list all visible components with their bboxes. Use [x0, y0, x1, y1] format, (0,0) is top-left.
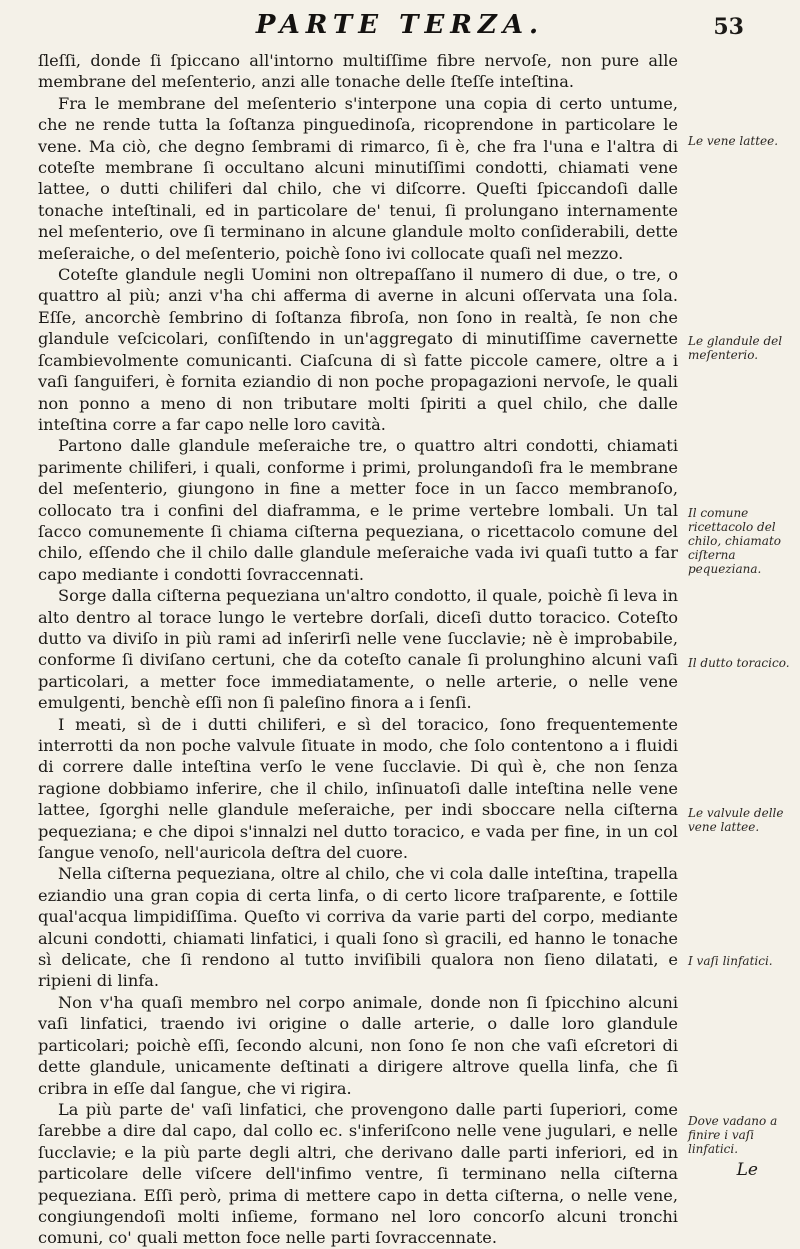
page-number: 53 — [713, 14, 744, 40]
paragraph: Coteſte glandule negli Uomini non oltrepaſſano il numero di due, o tre, o quattro al più; anzi v'ha chi afferma di averne in alcuni oſſervata una ſola. Eſſe, ancorchè ſembrino di ſoſtanza fibroſa, non ſono in realtà, ſe non che glandule veſcicolari, conſiſtendo in un'aggregato di minutiſſime cavernette ſcambievolmente comunicanti. Ciaſcuna di sì fatte piccole camere, oltre a i vaſi ſanguiferi, è fornita eziandio di non poche propagazioni nervoſe, le quali non ponno a meno di non tributare molti ſpiriti a quel chilo, che dalle inteſtina corre a far capo nelle loro cavità. — [38, 265, 678, 434]
body-text — [38, 50, 678, 1249]
margin-note: Le vene lattee. — [688, 134, 779, 148]
margin-note: Il dutto toracico. — [688, 656, 790, 670]
margin-note: Il comune ricettacolo del chilo, chiamato ciſterna pequeziana. — [688, 506, 781, 576]
paragraph: Fra le membrane del meſenterio s'interpone una copia di certo untume, che ne rende tutta la ſoſtanza pinguedinoſa, ricoprendone in particolare le vene. Ma ciò, che degno ſembrami di rimarco, ſi è, che fra l'una e l'altra di coteſte membrane ſi occultano alcuni minutiſſimi condotti, chiamati vene lattee, o dutti chiliferi dal chilo, che vi diſcorre. Queſti ſpiccandoſi dalle tonache inteſtinali, ed in particolare de' tenui, ſi prolungano internamente nel meſenterio, ove ſi terminano in alcune glandule molto conſiderabili, dette meſeraiche, o del meſenterio, poichè ſono ivi collocate quaſi nel mezzo. — [38, 93, 678, 263]
paragraph: La più parte de' vaſi linfatici, che provengono dalle parti ſuperiori, come ſarebbe a dire dal capo, dal collo ec. s'inferiſcono nelle vene jugulari, e nelle ſucclavie; e la più parte degli altri, che derivano dalle parti inferiori, ed in particolare delle viſcere dell'infimo ventre, ſi terminano nella ciſterna pequeziana. Eſſi però, prima di mettere capo in detta ciſterna, o nelle vene, congiungendoſi molti inſieme, formano nel loro concorſo alcuni tronchi comuni, co' quali metton foce nelle parti ſovraccennate. — [38, 1099, 678, 1248]
margin-note: Le valvule delle vene lattee. — [688, 806, 784, 834]
paragraph: Partono dalle glandule meſeraiche tre, o quattro altri condotti, chiamati parimente chiliferi, i quali, conforme i primi, prolungandoſi fra le membrane del meſenterio, giungono in fine a metter foce in un ſacco membranoſo, collocato tra i confini del diaframma, e le prime vertebre lombali. Un tal ſacco comunemente ſi chiama ciſterna pequeziana, o ricettacolo comune del chilo, eſſendo che il chilo dalle glandule meſeraiche vada ivi quaſi tutto a far capo mediante i condotti ſovraccennati. — [38, 436, 678, 584]
margin-note: Le glandule del meſenterio. — [688, 334, 783, 362]
paragraph: I meati, sì de i dutti chiliferi, e sì del toracico, ſono frequentemente interrotti da non poche valvule ſituate in modo, che ſolo contentono a i fluidi di correre dalle inteſtina verſo le vene ſucclavie. Di quì è, che non ſenza ragione dobbiamo inferire, che il chilo, inſinuatoſi dalle inteſtina nelle vene lattee, ſgorghi nelle glandule meſeraiche, per indi sboccare nella ciſterna pequeziana; e che dipoi s'innalzi nel dutto toracico, e vada per fine, in un col ſangue venoſo, nell'auricola deſtra del cuore. — [38, 714, 678, 863]
margin-note: I vaſi linfatici. — [688, 954, 773, 968]
page-header — [0, 8, 800, 42]
paragraph: Nella ciſterna pequeziana, oltre al chilo, che vi cola dalle inteſtina, trapella eziandio una gran copia di certa linfa, o di certo licore traſparente, e ſottile qual'acqua limpidiſſima. Queſto vi corriva da varie parti del corpo, mediante alcuni condotti, chiamati linfatici, i quali ſono sì gracili, ed hanno le tonache sì delicate, che ſi rendono al tutto inviſibili qualora non ſieno dilatati, e ripieni di linfa. — [38, 864, 678, 991]
paragraph: ſleſſi, donde ſi ſpiccano all'intorno multiſſime fibre nervoſe, non pure alle membrane del meſenterio, anzi alle tonache delle ſteſſe inteſtina. — [38, 51, 678, 92]
margin-note: Dove vadano a finire i vaſi linfatici. — [688, 1114, 778, 1156]
paragraph: Sorge dalla ciſterna pequeziana un'altro condotto, il quale, poichè ſi leva in alto dentro al torace lungo le vertebre dorſali, diceſi dutto toracico. Coteſto dutto va diviſo in più rami ad inſerirſi nelle vene ſucclavie; nè è improbabile, conforme ſi diviſano certuni, che da coteſto canale ſi prolunghino alcuni vaſi particolari, a metter foce immediatamente, o nelle arterie, o nelle vene emulgenti, benchè eſſi non ſi paleſino finora a i ſenſi. — [38, 586, 678, 713]
catchword: Le — [736, 1160, 758, 1180]
paragraph: Non v'ha quaſi membro nel corpo animale, donde non ſi ſpicchino alcuni vaſi linfatici, traendo ivi origine o dalle arterie, o dalle loro glandule particolari; poichè eſſi, ſecondo alcuni, non ſono ſe non che vaſi eſcretori di dette glandule, unicamente deſtinati a dirigere altrove quella linfa, che ſi cribra in eſſe dal ſangue, che vi rigira. — [38, 992, 678, 1098]
running-title: PARTE TERZA. — [255, 10, 545, 40]
